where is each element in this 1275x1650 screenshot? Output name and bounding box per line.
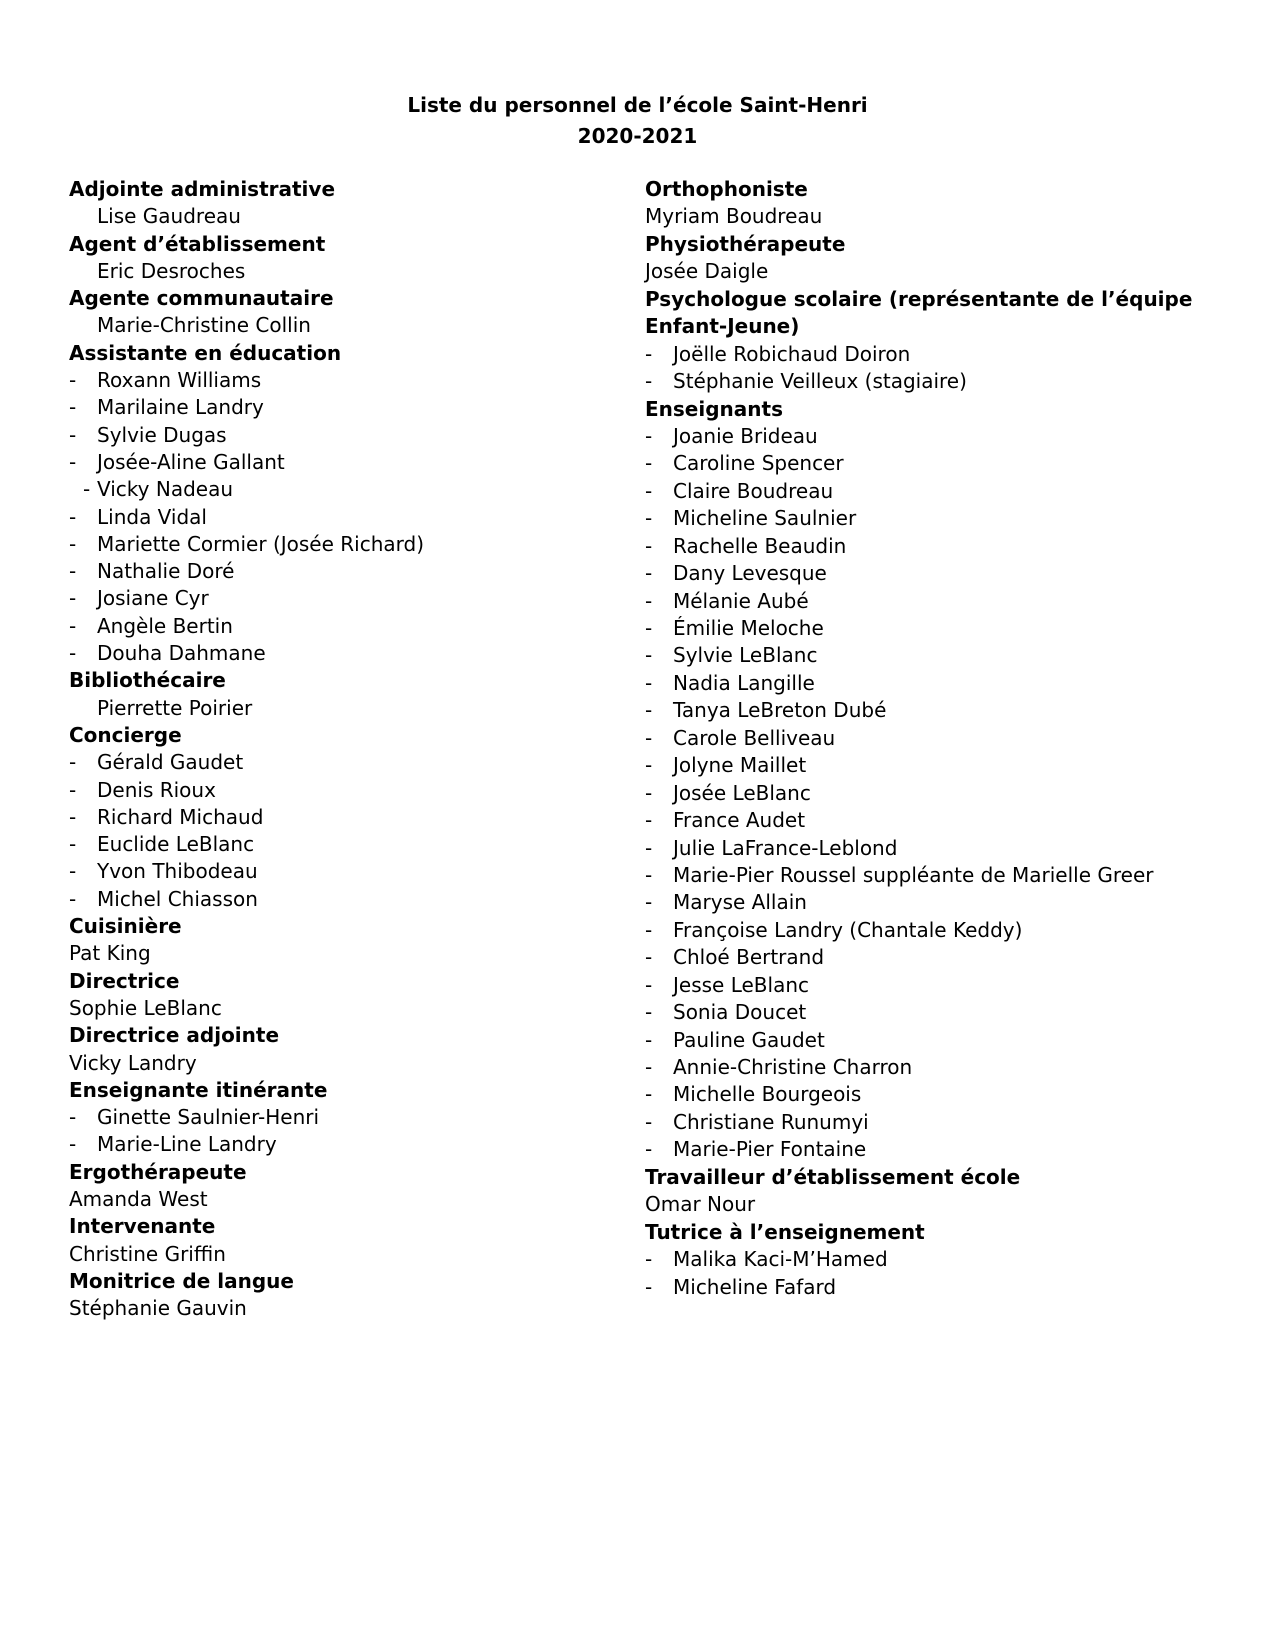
section-heading: Assistante en éducation [69,340,342,365]
list-dash: - [645,780,653,805]
list-dash: - [645,1247,653,1272]
staff-name-text: Rachelle Beaudin [673,533,847,558]
section-heading: Agent d’établissement [69,231,326,256]
list-dash: - [645,533,653,558]
staff-name [645,944,1245,971]
staff-name [69,886,629,913]
left-column [69,176,629,1322]
list-dash: - [645,506,653,531]
staff-name-text: Josiane Cyr [97,586,209,611]
list-dash: - [645,423,653,448]
staff-name [645,780,1245,807]
staff-name-text: Ginette Saulnier-Henri [97,1105,320,1130]
staff-name-text: Mélanie Aubé [673,588,809,613]
staff-name-text: Jolyne Maillet [673,753,807,778]
list-dash: - [645,1274,653,1299]
section-heading: Tutrice à l’enseignement [645,1219,925,1244]
list-dash: - [69,449,77,474]
list-dash: - [69,395,77,420]
section-heading: Directrice [69,968,180,993]
list-dash: - [645,451,653,476]
staff-name [645,1274,1245,1301]
staff-name-text: Joëlle Robichaud Doiron [673,341,911,366]
staff-name [69,1104,629,1131]
staff-name-text: Mariette Cormier (Josée Richard) [97,531,425,556]
list-dash: - [645,1000,653,1025]
staff-name-text: Tanya LeBreton Dubé [673,698,887,723]
staff-name-text: Denis Rioux [97,777,216,802]
section-heading: Agente communautaire [69,286,334,311]
list-dash: - [645,753,653,778]
staff-name [645,368,1245,395]
staff-name-text: Euclide LeBlanc [97,832,255,857]
staff-name [645,450,1245,477]
staff-name-text: Christiane Runumyi [673,1109,869,1134]
list-dash: - [645,478,653,503]
list-dash: - [645,808,653,833]
staff-name [645,341,1245,368]
staff-name [645,972,1245,999]
staff-name [69,1131,629,1158]
staff-name [69,777,629,804]
staff-name [69,858,629,885]
staff-name-text: Jesse LeBlanc [673,972,810,997]
list-dash: - [69,1132,77,1157]
list-dash: - [645,725,653,750]
staff-name-text: Maryse Allain [673,890,807,915]
list-dash: - [69,777,77,802]
list-dash: - [69,586,77,611]
section-heading: Enfant-Jeune) [645,314,800,339]
staff-name-text: Douha Dahmane [97,641,266,666]
staff-name [69,367,629,394]
staff-name [69,749,629,776]
staff-name [69,476,629,503]
document-title [0,90,1275,152]
list-dash: - [645,341,653,366]
section-heading: Concierge [69,722,182,747]
section-heading: Ergothérapeute [69,1159,247,1184]
section-heading: Directrice adjointe [69,1023,280,1048]
staff-name [69,558,629,585]
list-dash: - [645,972,653,997]
staff-name-text: Malika Kaci-M’Hamed [673,1247,888,1272]
list-dash: - [645,698,653,723]
list-dash: - [69,1105,77,1130]
right-column [645,176,1245,1301]
staff-name [69,640,629,667]
staff-name-text: Carole Belliveau [673,725,836,750]
list-dash: - [69,750,77,775]
staff-name [69,449,629,476]
staff-name-text: Marie-Line Landry [97,1132,277,1157]
staff-name: Sophie LeBlanc [69,995,222,1020]
staff-name: Omar Nour [645,1192,756,1217]
staff-name-text: Sonia Doucet [673,1000,807,1025]
staff-name-text: Josée-Aline Gallant [97,449,285,474]
staff-name-text: Françoise Landry (Chantale Keddy) [673,917,1023,942]
staff-name-text: Pauline Gaudet [673,1027,825,1052]
staff-name [645,1081,1245,1108]
staff-name: Pierrette Poirier [97,695,253,720]
staff-name-text: Micheline Saulnier [673,506,857,531]
staff-name-text: Annie-Christine Charron [673,1055,913,1079]
list-dash: - [83,477,91,502]
staff-name [645,505,1245,532]
section-heading: Enseignants [645,396,783,421]
list-dash: - [645,561,653,586]
list-dash: - [69,422,77,447]
staff-name [645,670,1245,697]
list-dash: - [69,504,77,529]
staff-name-text: Michelle Bourgeois [673,1082,862,1107]
list-dash: - [645,1027,653,1052]
staff-name [645,1054,1245,1081]
staff-name [69,422,629,449]
staff-name [645,642,1245,669]
list-dash: - [69,641,77,666]
staff-name-text: Yvon Thibodeau [97,859,258,884]
staff-name [69,804,629,831]
list-dash: - [645,1109,653,1134]
list-dash: - [645,862,653,887]
staff-name-text: Joanie Brideau [673,423,818,448]
staff-name-text: Micheline Fafard [673,1274,837,1299]
list-dash: - [69,832,77,857]
staff-name-text: Marie-Pier Fontaine [673,1137,867,1162]
staff-name-text: Linda Vidal [97,504,207,529]
staff-name-text: Sylvie Dugas [97,422,227,447]
staff-name [645,752,1245,779]
staff-name-text: Claire Boudreau [673,478,834,503]
list-dash: - [645,835,653,860]
staff-name: Stéphanie Gauvin [69,1296,247,1321]
staff-name-text: Michel Chiasson [97,886,258,911]
staff-name [645,588,1245,615]
section-heading: Monitrice de langue [69,1268,294,1293]
staff-name [645,697,1245,724]
staff-name-text: Caroline Spencer [673,451,844,476]
staff-name [645,1136,1245,1163]
staff-name-text: Josée LeBlanc [673,780,811,805]
staff-name: Amanda West [69,1186,208,1211]
staff-name [645,1246,1245,1273]
list-dash: - [69,559,77,584]
staff-name: Josée Daigle [645,259,769,284]
staff-name [69,831,629,858]
section-heading: Adjointe administrative [69,177,336,201]
staff-name: Lise Gaudreau [97,204,241,229]
staff-name-text: Sylvie LeBlanc [673,643,818,668]
section-heading: Psychologue scolaire (représentante de l’équipe [645,286,1193,311]
staff-name [645,807,1245,834]
staff-name-text: Chloé Bertrand [673,945,825,970]
section-heading: Enseignante itinérante [69,1077,328,1102]
staff-name: Pat King [69,941,151,966]
staff-name [69,585,629,612]
list-dash: - [645,1137,653,1162]
list-dash: - [69,859,77,884]
section-heading: Physiothérapeute [645,231,846,256]
staff-name-text: France Audet [673,808,806,833]
staff-name [645,560,1245,587]
list-dash: - [69,531,77,556]
staff-name-text: Richard Michaud [97,804,264,829]
section-heading: Intervenante [69,1214,216,1239]
staff-name [69,613,629,640]
staff-name [645,533,1245,560]
list-dash: - [69,886,77,911]
list-dash: - [69,368,77,393]
staff-name-text: Roxann Williams [97,368,262,393]
staff-name-text: Vicky Nadeau [97,477,234,502]
staff-name-text: Julie LaFrance-Leblond [673,835,898,860]
list-dash: - [645,1082,653,1107]
list-dash: - [645,643,653,668]
staff-name: Christine Griffin [69,1241,226,1266]
staff-name-text: Stéphanie Veilleux (stagiaire) [673,369,967,394]
staff-name-text: Émilie Meloche [673,616,824,640]
list-dash: - [69,804,77,829]
staff-name [69,504,629,531]
staff-name-text: Nadia Langille [673,670,815,695]
staff-name: Vicky Landry [69,1050,197,1075]
list-dash: - [645,1055,653,1079]
section-heading: Bibliothécaire [69,668,226,693]
staff-name [645,478,1245,505]
staff-name [645,1109,1245,1136]
section-heading: Orthophoniste [645,177,808,201]
staff-name: Eric Desroches [97,258,246,283]
staff-name [645,725,1245,752]
staff-name [645,615,1245,642]
staff-name [645,423,1245,450]
staff-name-text: Marie-Pier Roussel suppléante de Marielle Greer [673,862,1154,887]
staff-name-text: Gérald Gaudet [97,750,244,775]
list-dash: - [645,890,653,915]
staff-name [69,394,629,421]
staff-name [69,531,629,558]
staff-name-text: Nathalie Doré [97,559,235,584]
list-dash: - [645,945,653,970]
staff-name-text: Dany Levesque [673,561,827,586]
staff-name [645,917,1245,944]
staff-name [645,835,1245,862]
staff-name [645,862,1245,889]
list-dash: - [645,616,653,640]
section-heading: Cuisinière [69,914,182,939]
staff-name: Marie-Christine Collin [97,313,311,338]
staff-name: Myriam Boudreau [645,204,823,229]
staff-name [645,1027,1245,1054]
title-line-2: 2020-2021 [577,124,698,148]
list-dash: - [645,369,653,394]
list-dash: - [645,588,653,613]
list-dash: - [645,670,653,695]
staff-name [645,889,1245,916]
list-dash: - [645,917,653,942]
title-line-1: Liste du personnel de l’école Saint-Henri [407,93,868,117]
list-dash: - [69,613,77,638]
section-heading: Travailleur d’établissement école [645,1164,1021,1189]
staff-name-text: Angèle Bertin [97,613,233,638]
staff-name [645,999,1245,1026]
staff-name-text: Marilaine Landry [97,395,264,420]
